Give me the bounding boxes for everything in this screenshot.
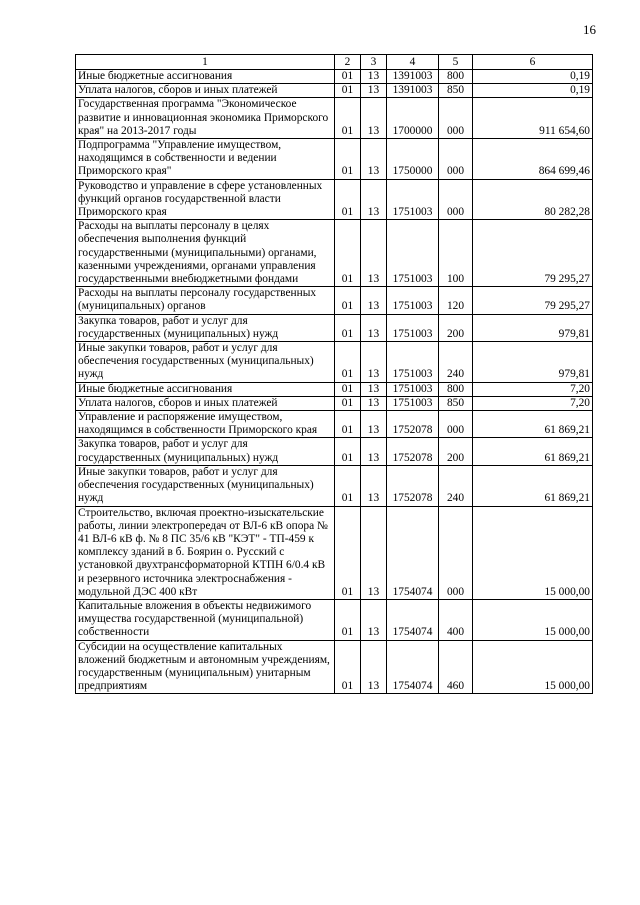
header-cell: 5 (439, 55, 473, 70)
row-amount-cell: 79 295,27 (473, 220, 593, 287)
row-name-cell: Субсидии на осуществление капитальных вложений бюджетным и автономным учреждениям, государственным (муниципальным) унитарным предприятиям (76, 640, 335, 694)
row-code-cell: 000 (439, 506, 473, 599)
row-code-cell: 13 (361, 506, 387, 599)
row-code-cell: 01 (335, 396, 361, 410)
header-cell: 1 (76, 55, 335, 70)
row-code-cell: 13 (361, 179, 387, 220)
row-code-cell: 1751003 (387, 382, 439, 396)
row-name-cell: Иные закупки товаров, работ и услуг для обеспечения государственных (муниципальных) нужд (76, 342, 335, 383)
row-name-cell: Руководство и управление в сфере установленных функций органов государственной власти Приморского края (76, 179, 335, 220)
header-cell: 2 (335, 55, 361, 70)
row-code-cell: 1751003 (387, 287, 439, 314)
row-code-cell: 850 (439, 396, 473, 410)
row-code-cell: 13 (361, 465, 387, 506)
row-code-cell: 1752078 (387, 411, 439, 438)
row-code-cell: 01 (335, 342, 361, 383)
row-name-cell: Расходы на выплаты персоналу в целях обеспечения выполнения функций государственными (муниципальными) органами, казенными учреждениями, органами управления государственными внебюджетными фондами (76, 220, 335, 287)
row-code-cell: 01 (335, 84, 361, 98)
row-amount-cell: 15 000,00 (473, 506, 593, 599)
table-row (76, 98, 593, 139)
row-code-cell: 13 (361, 139, 387, 180)
row-code-cell: 01 (335, 465, 361, 506)
row-code-cell: 13 (361, 70, 387, 84)
row-code-cell: 01 (335, 382, 361, 396)
row-code-cell: 13 (361, 314, 387, 341)
row-code-cell: 1754074 (387, 640, 439, 694)
row-code-cell: 460 (439, 640, 473, 694)
row-code-cell: 13 (361, 396, 387, 410)
table-row (76, 220, 593, 287)
row-name-cell: Управление и распоряжение имуществом, находящимся в собственности Приморского края (76, 411, 335, 438)
row-name-cell: Иные закупки товаров, работ и услуг для обеспечения государственных (муниципальных) нужд (76, 465, 335, 506)
table-header (76, 55, 593, 70)
row-code-cell: 01 (335, 98, 361, 139)
row-code-cell: 800 (439, 70, 473, 84)
row-code-cell: 1391003 (387, 70, 439, 84)
header-row (76, 55, 593, 70)
row-code-cell: 1750000 (387, 139, 439, 180)
row-amount-cell: 61 869,21 (473, 411, 593, 438)
header-cell: 6 (473, 55, 593, 70)
table-row (76, 438, 593, 465)
row-code-cell: 400 (439, 599, 473, 640)
row-code-cell: 01 (335, 139, 361, 180)
row-name-cell: Иные бюджетные ассигнования (76, 70, 335, 84)
row-code-cell: 01 (335, 314, 361, 341)
row-amount-cell: 864 699,46 (473, 139, 593, 180)
table-row (76, 314, 593, 341)
row-code-cell: 13 (361, 411, 387, 438)
row-code-cell: 13 (361, 287, 387, 314)
header-cell: 4 (387, 55, 439, 70)
row-code-cell: 000 (439, 179, 473, 220)
row-amount-cell: 0,19 (473, 84, 593, 98)
row-amount-cell: 61 869,21 (473, 438, 593, 465)
page-number: 16 (583, 22, 596, 37)
row-amount-cell: 911 654,60 (473, 98, 593, 139)
table-row (76, 506, 593, 599)
row-code-cell: 1754074 (387, 506, 439, 599)
row-name-cell: Закупка товаров, работ и услуг для государственных (муниципальных) нужд (76, 314, 335, 341)
row-amount-cell: 15 000,00 (473, 599, 593, 640)
row-amount-cell: 979,81 (473, 314, 593, 341)
table-row (76, 179, 593, 220)
row-code-cell: 240 (439, 342, 473, 383)
row-code-cell: 1751003 (387, 396, 439, 410)
row-code-cell: 13 (361, 98, 387, 139)
row-name-cell: Капитальные вложения в объекты недвижимого имущества государственной (муниципальной) собственности (76, 599, 335, 640)
table-row (76, 465, 593, 506)
row-amount-cell: 15 000,00 (473, 640, 593, 694)
row-code-cell: 13 (361, 342, 387, 383)
row-code-cell: 1751003 (387, 220, 439, 287)
row-code-cell: 13 (361, 599, 387, 640)
row-name-cell: Уплата налогов, сборов и иных платежей (76, 84, 335, 98)
row-code-cell: 1752078 (387, 465, 439, 506)
row-amount-cell: 79 295,27 (473, 287, 593, 314)
row-code-cell: 000 (439, 139, 473, 180)
row-code-cell: 13 (361, 220, 387, 287)
row-code-cell: 200 (439, 438, 473, 465)
budget-table (75, 54, 593, 694)
row-code-cell: 01 (335, 640, 361, 694)
table-row (76, 84, 593, 98)
row-code-cell: 01 (335, 287, 361, 314)
row-name-cell: Закупка товаров, работ и услуг для государственных (муниципальных) нужд (76, 438, 335, 465)
row-code-cell: 01 (335, 599, 361, 640)
row-code-cell: 1751003 (387, 179, 439, 220)
table-row (76, 640, 593, 694)
table-body (76, 70, 593, 694)
row-amount-cell: 979,81 (473, 342, 593, 383)
row-amount-cell: 61 869,21 (473, 465, 593, 506)
row-code-cell: 850 (439, 84, 473, 98)
row-name-cell: Строительство, включая проектно-изыскательские работы, линии электропередач от ВЛ-6 кВ опора № 41 ВЛ-6 кВ ф. № 8 ПС 35/6 кВ "КЭТ" - ТП-459 к комплексу зданий в б. Боярин о. Русский с установкой двухтрансформаторной КТПН 6/0.4 кВ и резервного источника электроснабжения - модульной ДЭС 400 кВт (76, 506, 335, 599)
row-code-cell: 01 (335, 506, 361, 599)
row-code-cell: 01 (335, 411, 361, 438)
row-code-cell: 1754074 (387, 599, 439, 640)
table-row (76, 139, 593, 180)
row-code-cell: 13 (361, 84, 387, 98)
row-amount-cell: 7,20 (473, 396, 593, 410)
row-code-cell: 13 (361, 382, 387, 396)
row-name-cell: Иные бюджетные ассигнования (76, 382, 335, 396)
row-code-cell: 1752078 (387, 438, 439, 465)
table-row (76, 382, 593, 396)
row-code-cell: 120 (439, 287, 473, 314)
row-code-cell: 01 (335, 179, 361, 220)
row-code-cell: 1751003 (387, 314, 439, 341)
table-row (76, 70, 593, 84)
row-code-cell: 1700000 (387, 98, 439, 139)
row-code-cell: 100 (439, 220, 473, 287)
row-code-cell: 1391003 (387, 84, 439, 98)
table-row (76, 287, 593, 314)
row-name-cell: Расходы на выплаты персоналу государственных (муниципальных) органов (76, 287, 335, 314)
row-code-cell: 240 (439, 465, 473, 506)
row-amount-cell: 0,19 (473, 70, 593, 84)
row-code-cell: 800 (439, 382, 473, 396)
row-code-cell: 1751003 (387, 342, 439, 383)
row-code-cell: 000 (439, 411, 473, 438)
table-row (76, 599, 593, 640)
row-name-cell: Уплата налогов, сборов и иных платежей (76, 396, 335, 410)
row-code-cell: 01 (335, 220, 361, 287)
table-row (76, 342, 593, 383)
table-row (76, 396, 593, 410)
row-code-cell: 13 (361, 640, 387, 694)
header-cell: 3 (361, 55, 387, 70)
row-name-cell: Государственная программа "Экономическое развитие и инновационная экономика Приморского края" на 2013-2017 годы (76, 98, 335, 139)
row-amount-cell: 7,20 (473, 382, 593, 396)
row-code-cell: 13 (361, 438, 387, 465)
table-row (76, 411, 593, 438)
row-code-cell: 01 (335, 70, 361, 84)
row-code-cell: 000 (439, 98, 473, 139)
row-name-cell: Подпрограмма "Управление имуществом, находящимся в собственности и ведении Приморского края" (76, 139, 335, 180)
row-amount-cell: 80 282,28 (473, 179, 593, 220)
row-code-cell: 200 (439, 314, 473, 341)
row-code-cell: 01 (335, 438, 361, 465)
